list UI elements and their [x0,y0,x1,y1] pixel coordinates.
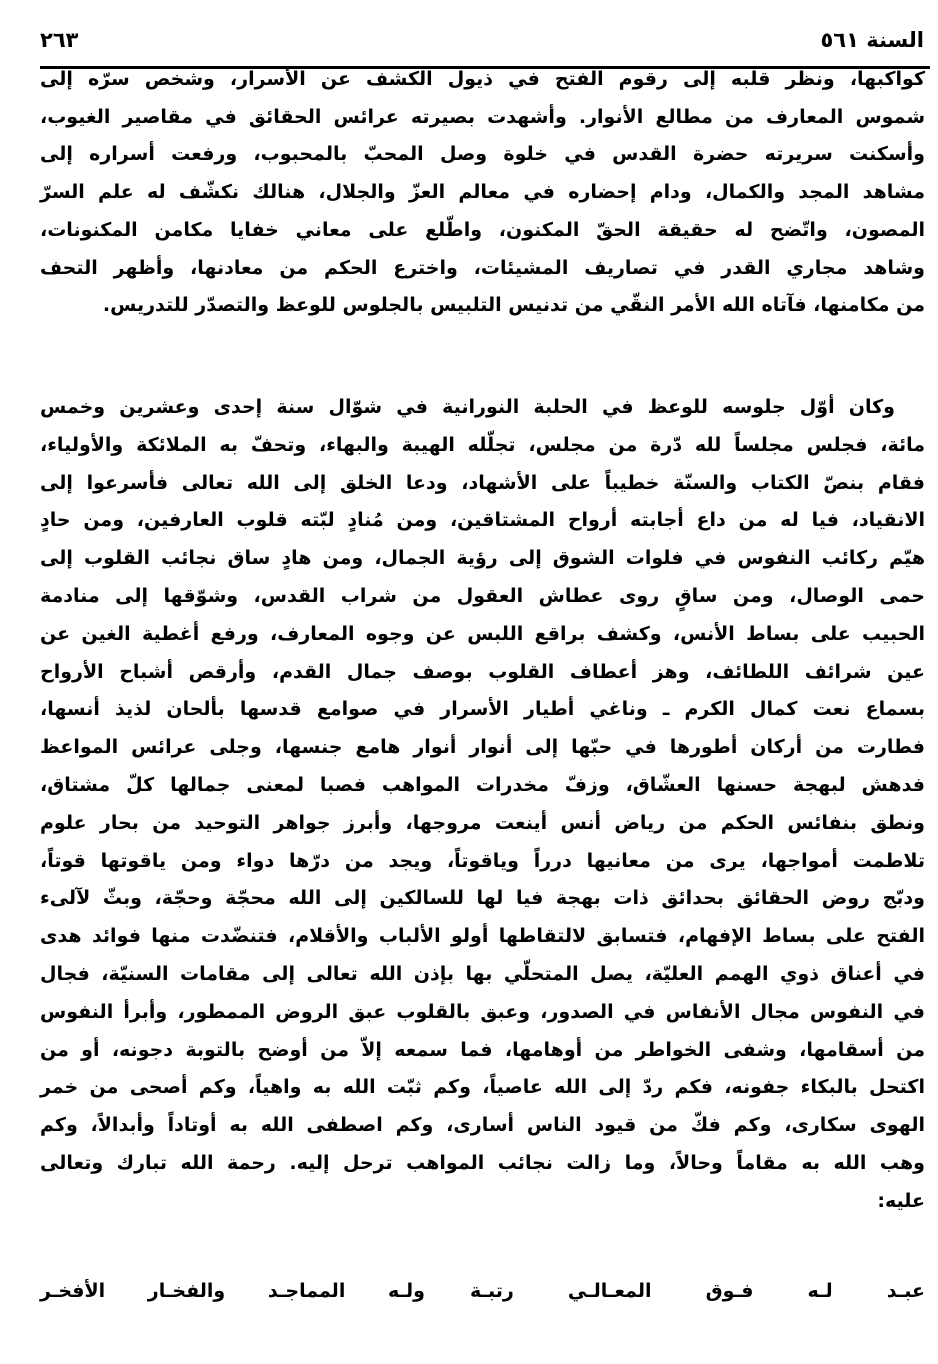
text-line: من مكامنها، فآتاه الله الأمر النقّي من تدنيس التلبيس بالجلوس للوعظ والتصدّر للتدريس. [102,294,925,317]
running-head: السنة ٥٦١ [820,28,924,52]
text-line: وأسكنت سريرته حضرة القدس في خلوة وصل المحبّ بالمحبوب، ورفعت أسراره إلى [40,143,925,166]
text-line: ونطق بنفائس الحكم من رياض أنس أينعت مروجها، وأبرز جواهر التوحيد من بحار علوم [40,811,925,834]
text-line: تلاطمت أمواجها، يرى من معانيها درراً وياقوتاً، ويجد من درّها دواء ومن ياقوتها قوتاً، [40,849,925,872]
text-line: اكتحل بالبكاء جفونه، فكم ردّ إلى الله عاصياً، وكم ثبّت الله به واهياً، وكم أصحى من خمر [40,1076,925,1099]
text-line: كواكبها، ونظر قلبه إلى رقوم الفتح في ذيول الكشف عن الأسرار، وشخص سرّه إلى [40,68,925,90]
text-line: فقام بنصّ الكتاب والسنّة خطيباً على الأشهاد، ودعا الخلق إلى الله تعالى فأسرعوا إلى [40,471,925,494]
text-line: وشاهد مجاري القدر في تصاريف المشيئات، واخترع الحكم من معادنها، وأظهر التحف [40,256,925,279]
verse-second-hemistich: ولـه المماجـد والفخـار الأفخـر [40,1280,425,1302]
text-line: فطارت من أركان أطورها في حبّها إلى أنوار أنوار هامع جنسها، وجلى عرائس المواعظ [40,736,925,759]
text-line: عين شرائف اللطائف، وهز أعطاف القلوب بوصف جمال القدم، وأرقص أشباح الأرواح [40,660,925,683]
text-line: الفتح على بساط الإفهام، فتسابق لالتقاطها أولو الألباب والأقلام، فتنضّدت منها فوائد هدى [40,925,925,948]
text-line: وهب الله به مقاماً وحالاً، وما زالت نجائب المواهب ترحل إليه. رحمة الله تبارك وتعالى [40,1152,925,1174]
text-line: بسماع نعت كمال الكرم ـ وناغي أطيار الأسرار في صوامع قدسها بألحان لذيذ أنسها، [40,698,925,721]
text-line: شموس المعارف من مطالع الأنوار. وأشهدت بصيرته عرائس الحقائق في مقاصير الغيوب، [40,105,925,128]
text-line: في أعناق ذوي الهمم العليّة، يصل المتحلّي بها بإذن الله تعالى إلى مقامات السنيّة، فجال [40,963,925,985]
text-line: مشاهد المجد والكمال، ودام إحضاره في معالم العزّ والجلال، هنالك نكشّف له علم السرّ [40,181,925,204]
text-line: هيّم ركائب النفوس في فلوات الشوق إلى رؤية الجمال، ومن هادٍ ساق نجائب القلوب إلى [40,547,925,570]
verse-first-hemistich: عبـد لـه فـوق المعـالـي رتبـة [470,1280,925,1302]
text-line: الهوى سكارى، وكم فكّ من قيود الناس أسارى، وكم اصطفى الله به أوتاداً وأبدالاً، وكم [40,1114,925,1137]
text-line: المصون، واتّضح له حقيقة الحقّ المكنون، واطّلع على معاني خفايا مكامن المكنونات، [40,218,925,241]
text-line: وكان أوّل جلوسه للوعظ في الحلبة النورانية في شوّال سنة إحدى وعشرين وخمس [40,396,895,418]
text-line: الحبيب على بساط الأنس، وكشف براقع اللبس عن وجوه المعارف، ورفع أغطية الغين عن [40,622,925,645]
text-line: في النفوس مجال الأنفاس في الصدور، وعبق بالقلوب عبق الروض الممطور، وأبرأ النفوس [40,1000,925,1023]
text-line: من أسقامها، وشفى الخواطر من أوهامها، فما سمعه إلاّ من أوضح بالتوبة دجونه، أو من [40,1038,925,1061]
text-line: الانقياد، فيا له من داع أجابته أرواح المشتاقين، ومن مُنادٍ لبّته قلوب العارفين، ومن حادٍ [40,509,925,532]
text-line: عليه: [877,1189,925,1212]
page-number: ٢٦٣ [40,28,79,52]
text-line: ودبّج روض الحقائق بحدائق ذات بهجة فيا لها للسالكين إلى الله محجّة وحجّة، وبثّ لآلىء [40,887,925,910]
text-line: مائة، فجلس مجلساً لله دّرة من مجلس، تجلّله الهيبة والبهاء، وتحفّ به الملائكة والأولياء، [40,433,925,456]
text-line: حمى الوصال، ومن ساقٍ روى عطاش العقول من شراب القدس، وشوّقها إلى منادمة [40,585,925,607]
text-line: فدهش لبهجة حسنها العشّاق، وزفّ مخدرات المواهب فصبا لمعنى جمالها كلّ مشتاق، [40,774,925,796]
